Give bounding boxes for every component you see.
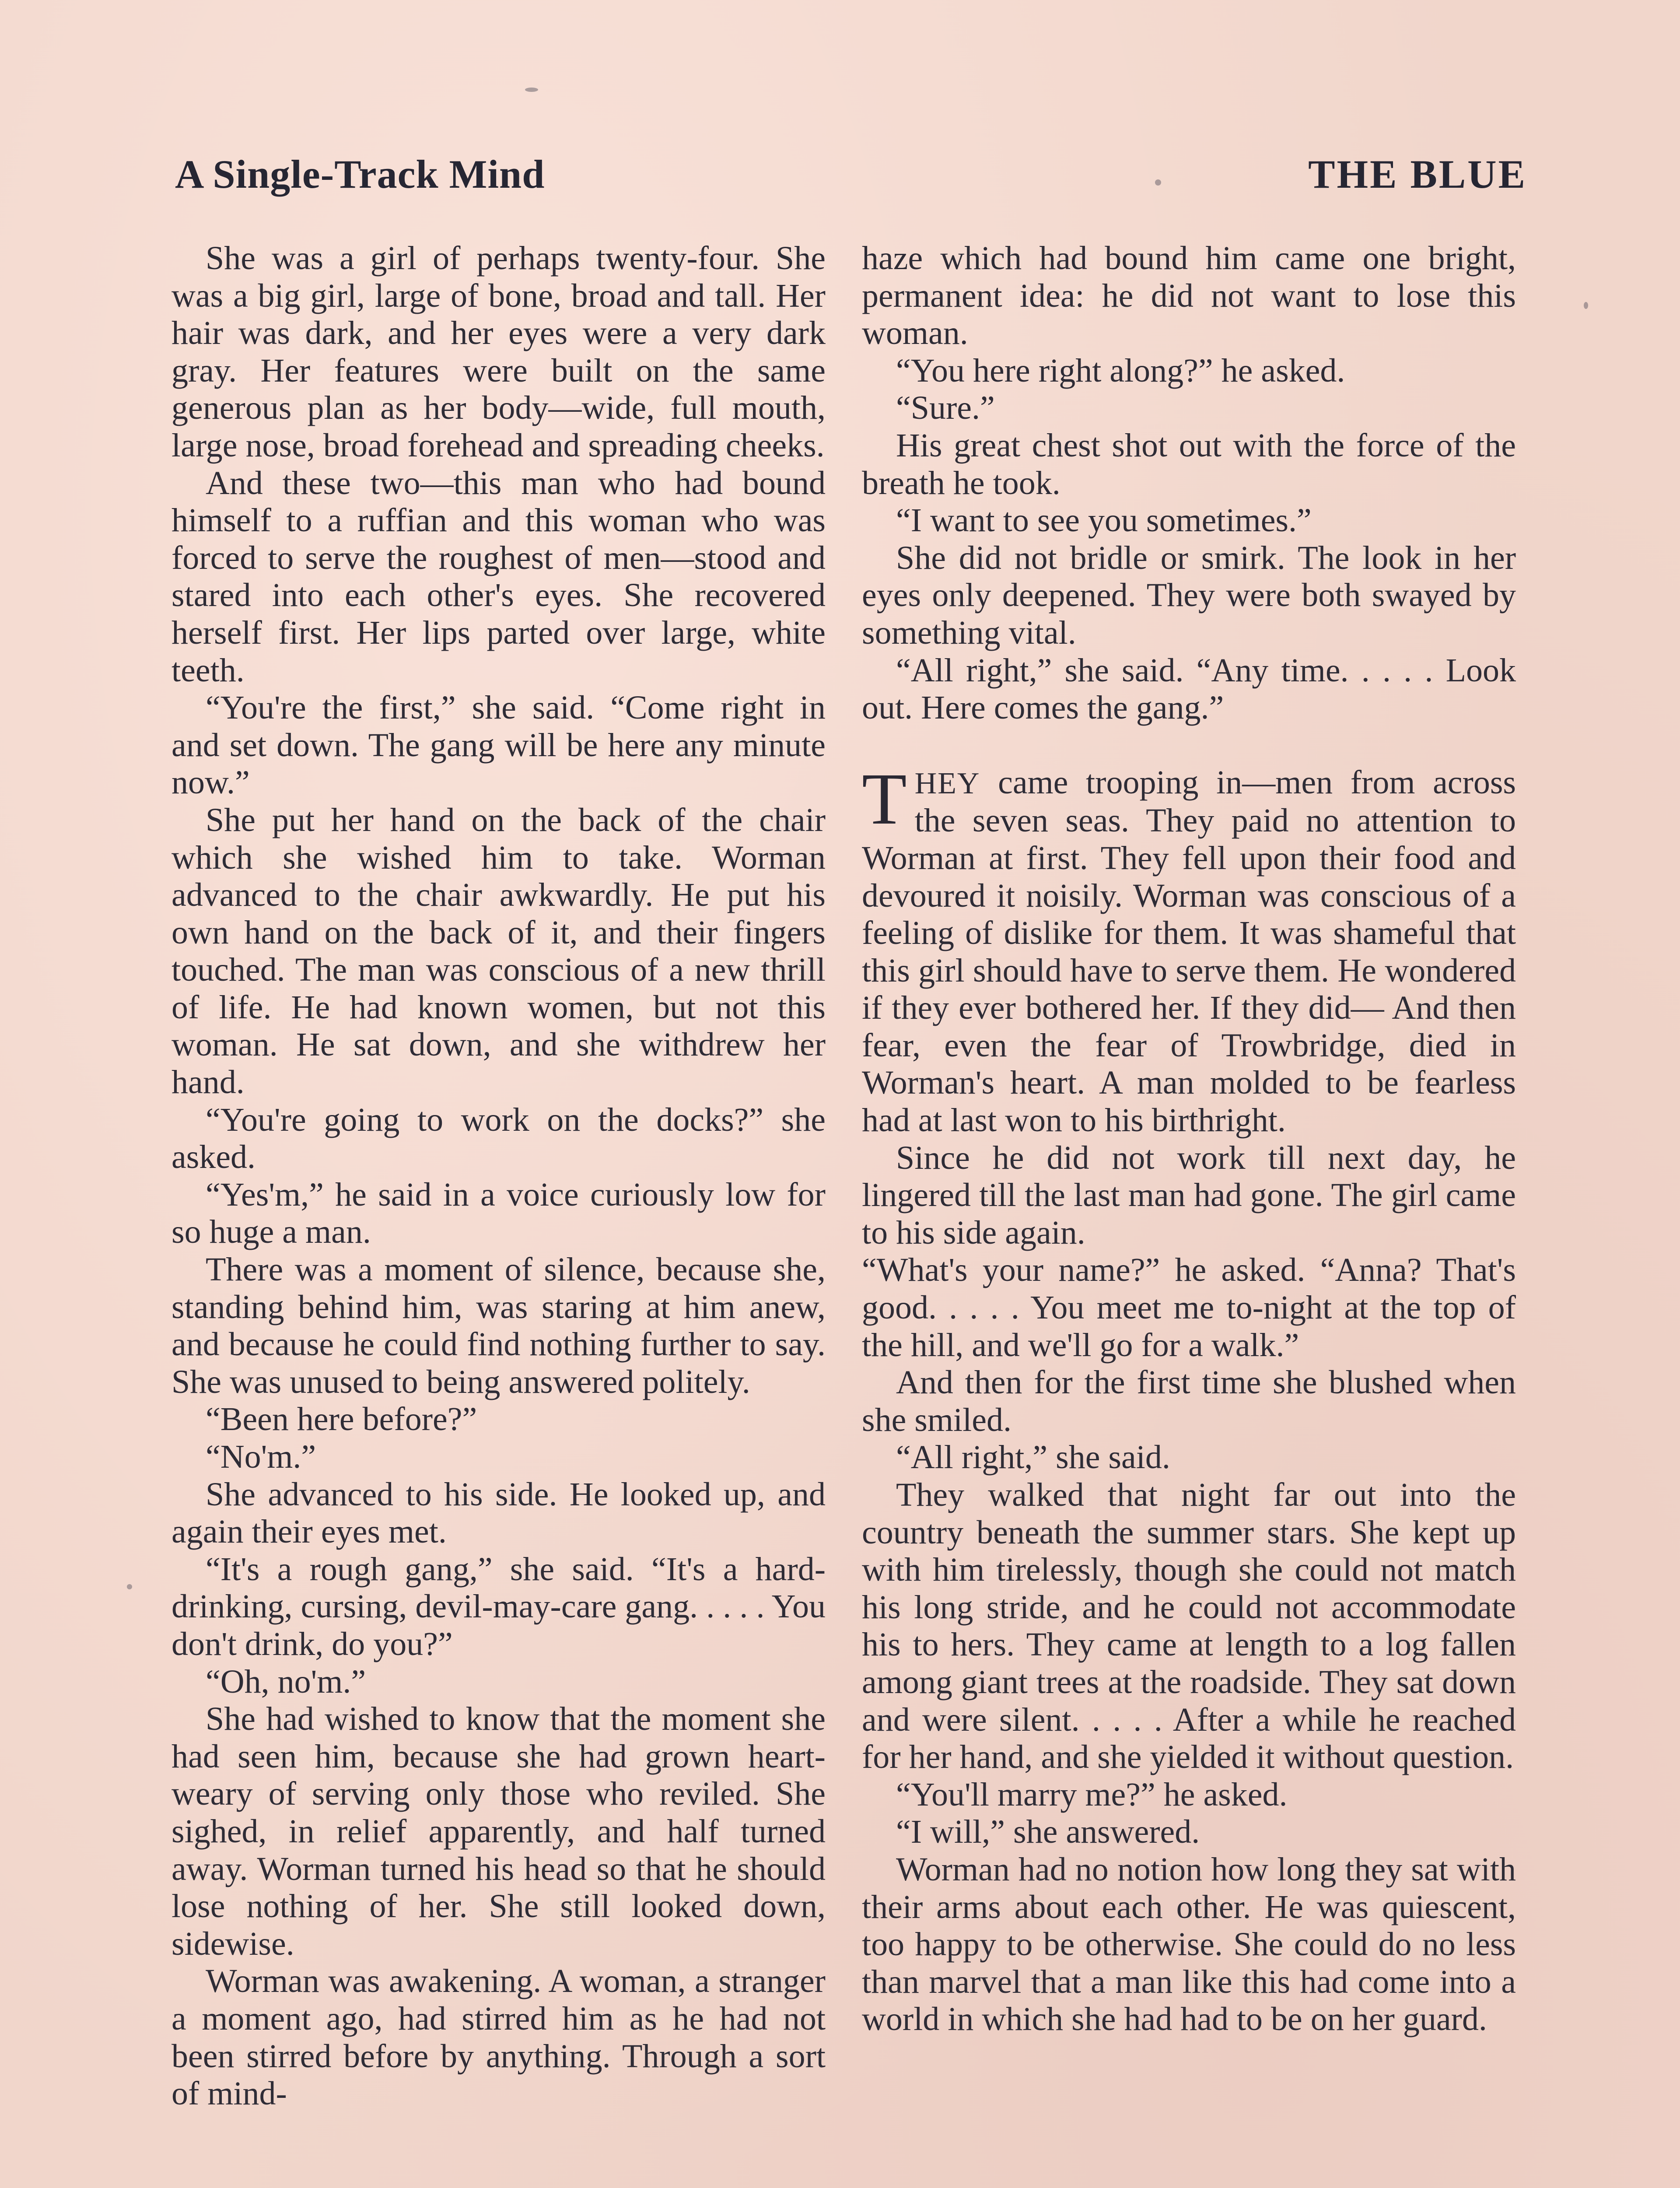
print-speck xyxy=(127,1584,132,1589)
paragraph: “What's your name?” he asked. “Anna? That's good. . . . . You meet me to-night at the top of the hill, and we'll go for a walk.” xyxy=(862,1252,1516,1364)
paragraph: She was a girl of perhaps twenty-four. She was a big girl, large of bone, broad and tall. Her hair was dark, and her eyes were a very dark gray. Her features were built on the same generous plan as her body—wide, full mouth, large nose, broad forehead and spreading cheeks. xyxy=(172,240,826,464)
paragraph: “Sure.” xyxy=(896,389,995,427)
drop-cap: T xyxy=(862,758,907,840)
opening-text: came trooping in—men from across the seven seas. They paid no attention to Worman at first. They fell upon their food and devoured it noisily. Worman was conscious of a feeling of dislike for them. It was shameful that this girl should have to serve them. He wondered if they ever bothered her. If they did— And then fear, even the fear of Trowbridge, died in Worman's heart. A man molded to be fearless had at last won to his birthright. xyxy=(862,764,1516,1139)
paragraph: “Yes'm,” he said in a voice curiously low for so huge a man. xyxy=(172,1176,826,1251)
running-header xyxy=(175,151,1527,203)
paragraph: She advanced to his side. He looked up, and again their eyes met. xyxy=(172,1476,826,1550)
paragraph: Worman was awakening. A woman, a stranger a moment ago, had stirred him as he had not been stirred before by anything. Through a sort of mind- xyxy=(172,1963,826,2112)
paragraph: They walked that night far out into the country beneath the summer stars. She kept up with him tirelessly, though she could not match his long stride, and he could not accommodate his to hers. They came at length to a log fallen among giant trees at the roadside. They sat down and were silent. . . . . After a while he reached for her hand, and she yielded it without question. xyxy=(862,1476,1516,1776)
small-caps-lead: HEY xyxy=(914,766,980,800)
paragraph: “You're going to work on the docks?” she asked. xyxy=(172,1101,826,1176)
print-speck xyxy=(1584,302,1588,309)
paragraph: “I will,” she answered. xyxy=(896,1813,1200,1851)
section-break xyxy=(862,727,1516,764)
right-column xyxy=(862,240,1516,2038)
paragraph: His great chest shot out with the force of the breath he took. xyxy=(862,427,1516,501)
paragraph: “All right,” she said. xyxy=(896,1439,1170,1476)
paragraph: Worman had no notion how long they sat with their arms about each other. He was quiescent, too happy to be otherwise. She could do no less than marvel that a man like this had come into a world in which she had had to be on her guard. xyxy=(862,1851,1516,2038)
paragraph: “You'll marry me?” he asked. xyxy=(896,1776,1288,1813)
paragraph: There was a moment of silence, because she, standing behind him, was staring at him anew, and because he could find nothing further to say. She was unused to being answered politely. xyxy=(172,1251,826,1400)
magazine-title: THE BLUE xyxy=(1308,152,1527,196)
paragraph: And then for the first time she blushed when she smiled. xyxy=(862,1364,1516,1438)
paragraph: “It's a rough gang,” she said. “It's a hard-drinking, cursing, devil-may-care gang. . . . . You don't drink, do you?” xyxy=(172,1550,826,1662)
paragraph: She did not bridle or smirk. The look in her eyes only deepened. They were both swayed by something vital. xyxy=(862,539,1516,651)
paragraph: Since he did not work till next day, he lingered till the last man had gone. The girl came to his side again. xyxy=(862,1139,1516,1251)
paragraph: She put her hand on the back of the chair which she wished him to take. Worman advanced to the chair awkwardly. He put his own hand on the back of it, and their fingers touched. The man was conscious of a new thrill of life. He had known women, but not this woman. He sat down, and she withdrew her hand. xyxy=(172,801,826,1101)
paragraph: “You're the first,” she said. “Come right in and set down. The gang will be here any minute now.” xyxy=(172,689,826,801)
paragraph: “You here right along?” he asked. xyxy=(896,352,1345,389)
print-speck xyxy=(525,88,538,92)
paragraph: And these two—this man who had bound himself to a ruffian and this woman who was forced to serve the roughest of men—stood and stared into each other's eyes. She recovered herself first. Her lips parted over large, white teeth. xyxy=(172,464,826,689)
paragraph: “No'm.” xyxy=(206,1438,316,1475)
left-column xyxy=(172,240,826,2113)
paragraph: “Oh, no'm.” xyxy=(206,1663,366,1700)
paragraph: “I want to see you sometimes.” xyxy=(896,502,1312,539)
paragraph: “All right,” she said. “Any time. . . . . Look out. Here comes the gang.” xyxy=(862,652,1516,726)
story-title: A Single-Track Mind xyxy=(175,152,545,196)
paragraph: She had wished to know that the moment she had seen him, because she had grown heart-weary of serving only those who reviled. She sighed, in relief apparently, and half turned away. Worman turned his head so that he should lose nothing of her. She still looked down, sidewise. xyxy=(172,1701,826,1962)
paragraph: “Been here before?” xyxy=(206,1401,477,1438)
paragraph-continued: haze which had bound him came one bright, permanent idea: he did not want to lose this woman. xyxy=(862,240,1516,352)
section-opening-paragraph xyxy=(862,758,1516,1140)
print-speck xyxy=(1155,179,1161,186)
